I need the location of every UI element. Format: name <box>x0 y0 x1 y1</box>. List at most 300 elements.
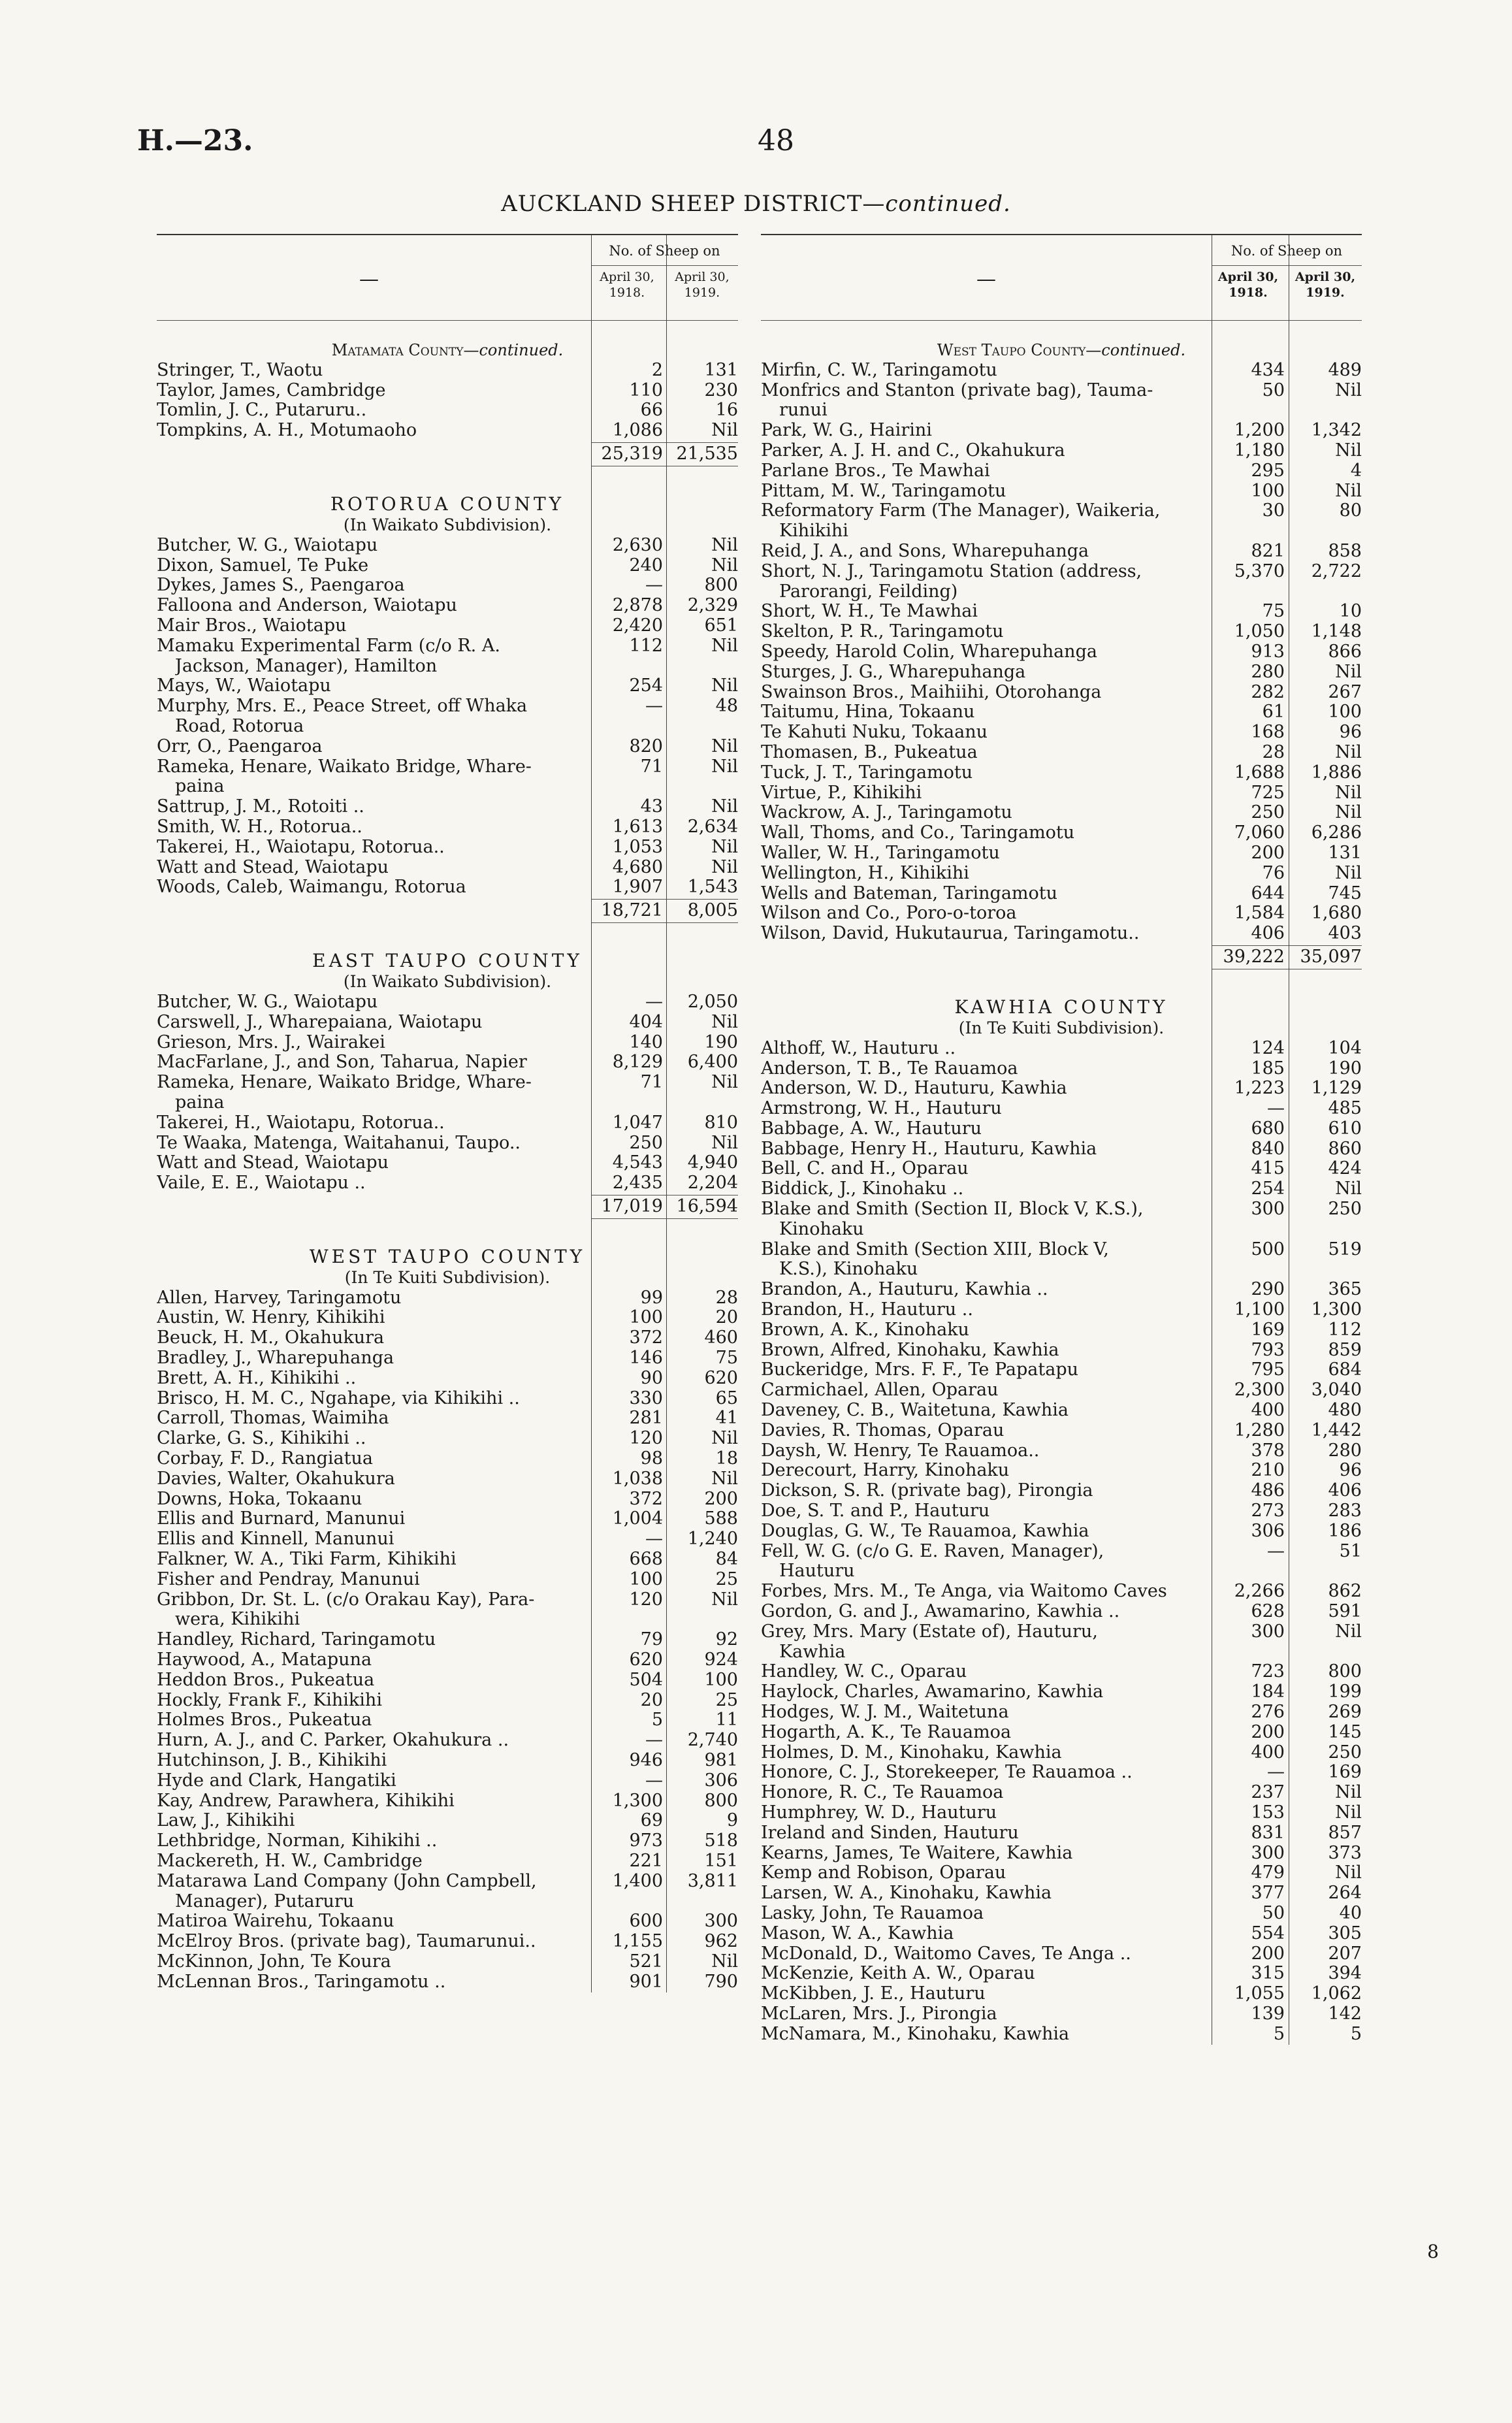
holder-name: Woods, Caleb, Waimangu, Rotorua <box>157 877 466 898</box>
table-row <box>157 1791 738 1812</box>
sheep-1918: 79 <box>640 1629 663 1650</box>
sheep-1919: 2,050 <box>687 991 738 1012</box>
table-row <box>761 1561 1362 1582</box>
table-row <box>157 1570 738 1590</box>
holder-name: Ellis and Burnard, Manunui <box>157 1509 406 1529</box>
holder-name: Skelton, P. R., Taringamotu <box>761 622 1004 642</box>
sheep-1919: 11 <box>715 1710 738 1731</box>
holder-name: Hyde and Clark, Hangatiki <box>157 1770 396 1791</box>
table-row <box>761 1099 1362 1119</box>
sheep-1919: Nil <box>711 1011 738 1032</box>
holder-name: Butcher, W. G., Waiotapu <box>157 992 378 1012</box>
sheep-1919: Nil <box>711 856 738 877</box>
holder-name: Althoff, W., Hauturu .. <box>761 1038 956 1058</box>
sheep-1918: — <box>1267 1540 1285 1561</box>
sheep-1919: 20 <box>715 1307 738 1328</box>
sheep-1918: 71 <box>640 1072 663 1093</box>
sheep-1919: 104 <box>1328 1037 1362 1058</box>
holder-name: Honore, C. J., Storekeeper, Te Rauamoa .. <box>761 1763 1133 1783</box>
table-row <box>157 992 738 1013</box>
sheep-1918: 43 <box>640 796 663 817</box>
holder-name: Wellington, H., Kihikihi <box>761 863 969 883</box>
table-row <box>157 1811 738 1831</box>
table-row <box>761 864 1362 884</box>
sheep-1918: 69 <box>640 1810 663 1831</box>
sheep-1918: 795 <box>1251 1359 1285 1380</box>
table-row <box>761 1844 1362 1864</box>
table-row <box>157 1013 738 1033</box>
sheep-1918: 821 <box>1251 540 1285 561</box>
sheep-1919: Nil <box>1335 480 1362 501</box>
sheep-1919: 92 <box>715 1629 738 1650</box>
table-row <box>761 501 1362 521</box>
holder-name: Mamaku Experimental Farm (c/o R. A. <box>157 636 500 656</box>
sheep-count-header: No. of Sheep on <box>1231 243 1343 259</box>
table-row <box>761 1220 1362 1240</box>
table-row <box>761 1360 1362 1380</box>
sheep-1918: 913 <box>1251 641 1285 662</box>
holder-name: Hockly, Frank F., Kihikihi <box>157 1690 382 1710</box>
holder-name: McLaren, Mrs. J., Pirongia <box>761 2004 997 2024</box>
holder-name: Parker, A. J. H. and C., Okahukura <box>761 440 1065 461</box>
column-rule <box>591 235 592 1992</box>
table-row <box>157 536 738 556</box>
sheep-1919: 858 <box>1328 540 1362 561</box>
table-row <box>157 1771 738 1791</box>
header-1919: April 30, 1919. <box>675 270 730 300</box>
sheep-1919: 403 <box>1328 923 1362 944</box>
table-row <box>761 1542 1362 1562</box>
table-row <box>157 1369 738 1389</box>
sheep-1919: 1,680 <box>1311 903 1362 924</box>
holder-name: Te Waaka, Matenga, Waitahanui, Taupo.. <box>157 1133 521 1153</box>
holder-name: Hauturu <box>779 1561 855 1582</box>
holder-name: McDonald, D., Waitomo Caves, Te Anga .. <box>761 1943 1131 1964</box>
holder-name: Babbage, Henry H., Hauturu, Kawhia <box>761 1139 1097 1159</box>
rotorua-heading: ROTORUA COUNTY <box>330 493 565 515</box>
sheep-1918: 240 <box>629 555 663 576</box>
table-row <box>761 1380 1362 1401</box>
holder-name: Dykes, James S., Paengaroa <box>157 576 405 596</box>
holder-name: Brett, A. H., Kihikihi .. <box>157 1368 357 1388</box>
holder-name: Daveney, C. B., Waitetuna, Kawhia <box>761 1401 1069 1421</box>
sheep-1919: 51 <box>1339 1540 1362 1561</box>
holder-name: Wilson and Co., Poro-o-toroa <box>761 903 1017 924</box>
sheep-1919: 207 <box>1328 1943 1362 1964</box>
sheep-1918: 400 <box>1251 1742 1285 1763</box>
sheep-1918: 7,060 <box>1234 822 1285 843</box>
sheep-1918: 644 <box>1251 883 1285 903</box>
table-row <box>157 1731 738 1751</box>
sheep-1918: 680 <box>1251 1118 1285 1139</box>
sheep-1918: 486 <box>1251 1480 1285 1501</box>
sheep-1918: 273 <box>1251 1501 1285 1521</box>
table-row <box>157 657 738 677</box>
table-row <box>157 797 738 817</box>
sheep-1919: 2,722 <box>1311 561 1362 581</box>
sheep-1918: 479 <box>1251 1862 1285 1883</box>
holder-name: McNamara, M., Kinohaku, Kawhia <box>761 2024 1070 2044</box>
sheep-1919: Nil <box>1335 782 1362 803</box>
sheep-1919: Nil <box>1335 1621 1362 1642</box>
sheep-1918: 146 <box>629 1348 663 1369</box>
header-1918: April 30, 1918. <box>1217 270 1279 300</box>
holder-name: Reformatory Farm (The Manager), Waikeria, <box>761 501 1161 521</box>
sheep-1919: Nil <box>711 836 738 857</box>
sheep-1919: 684 <box>1328 1359 1362 1380</box>
sheep-1919: Nil <box>1335 380 1362 400</box>
holder-name: Gordon, G. and J., Awamarino, Kawhia .. <box>761 1602 1120 1622</box>
sheep-1919: Nil <box>1335 1802 1362 1823</box>
sheep-1919: 924 <box>704 1650 738 1670</box>
column-rule <box>666 235 667 1992</box>
sheep-1919: 169 <box>1328 1762 1362 1783</box>
sheep-1918: 372 <box>629 1488 663 1509</box>
table-row <box>761 461 1362 481</box>
holder-name: Tuck, J. T., Taringamotu <box>761 762 973 783</box>
header-1918: April 30, 1918. <box>600 270 654 300</box>
table-row <box>157 1308 738 1328</box>
table-row <box>761 562 1362 582</box>
table-row <box>761 884 1362 904</box>
sheep-1919: 962 <box>704 1931 738 1952</box>
sheep-1918: 169 <box>1251 1319 1285 1340</box>
sheep-1919: 981 <box>704 1750 738 1771</box>
table-row <box>157 556 738 576</box>
sheep-1919: 190 <box>1328 1058 1362 1079</box>
sheep-1918: — <box>1267 1098 1285 1119</box>
table-row <box>157 1691 738 1711</box>
sheep-1919: 200 <box>704 1488 738 1509</box>
table-row <box>157 1133 738 1154</box>
sheep-1918: 250 <box>629 1132 663 1153</box>
table-row <box>157 696 738 717</box>
holder-name: Sturges, J. G., Wharepuhanga <box>761 662 1026 682</box>
sheep-1919: 1,300 <box>1311 1299 1362 1320</box>
table-row <box>761 683 1362 703</box>
holder-name: McKibben, J. E., Hauturu <box>761 1984 986 2004</box>
sheep-1919: 3,040 <box>1311 1380 1362 1401</box>
sheep-1918: 139 <box>1251 2003 1285 2024</box>
holder-name: Stringer, T., Waotu <box>157 360 323 380</box>
total-1919: 21,535 <box>676 443 738 464</box>
sheep-1919: 518 <box>704 1830 738 1851</box>
table-row <box>761 481 1362 502</box>
east-taupo-subheading: (In Waikato Subdivision). <box>343 972 552 992</box>
sheep-1918: 153 <box>1251 1802 1285 1823</box>
sheep-1918: 210 <box>1251 1460 1285 1481</box>
holder-name: Watt and Stead, Waiotapu <box>157 857 389 877</box>
holder-name: Butcher, W. G., Waiotapu <box>157 535 378 555</box>
right-table-header <box>761 235 1362 321</box>
sheep-1918: 1,907 <box>612 877 663 898</box>
holder-name: Kinohaku <box>779 1219 864 1239</box>
sheep-1918: 1,086 <box>612 420 663 441</box>
sheep-1918: 554 <box>1251 1923 1285 1943</box>
holder-name: Doe, S. T. and P., Hauturu <box>761 1501 990 1521</box>
table-row <box>761 1964 1362 1984</box>
table-row <box>157 1751 738 1771</box>
table-row <box>157 737 738 757</box>
sheep-1919: Nil <box>711 1951 738 1972</box>
table-row <box>157 381 738 401</box>
table-row <box>761 1501 1362 1521</box>
holder-name: Matarawa Land Company (John Campbell, <box>157 1871 537 1891</box>
table-row <box>761 421 1362 441</box>
sheep-1919: 588 <box>704 1508 738 1529</box>
sheep-1919: 1,543 <box>687 877 738 898</box>
table-row <box>157 757 738 777</box>
sheep-1918: 75 <box>1262 601 1285 622</box>
sheep-1919: 25 <box>715 1569 738 1589</box>
kawhia-heading: KAWHIA COUNTY <box>954 996 1168 1018</box>
table-row <box>761 602 1362 622</box>
sheep-1918: 300 <box>1251 1621 1285 1642</box>
sheep-1919: 1,129 <box>1311 1078 1362 1099</box>
holder-name: Ireland and Sinden, Hauturu <box>761 1823 1019 1843</box>
sheep-1919: Nil <box>1335 802 1362 823</box>
holder-name: Hodges, W. J. M., Waitetuna <box>761 1702 1009 1722</box>
table-row <box>157 1469 738 1489</box>
sheep-1919: 790 <box>704 1971 738 1992</box>
table-row <box>761 1059 1362 1079</box>
table-row <box>157 1408 738 1429</box>
sheep-1919: 519 <box>1328 1239 1362 1260</box>
holder-name: Grieson, Mrs. J., Wairakei <box>157 1032 385 1052</box>
table-row <box>761 1280 1362 1300</box>
column-header-dash: — <box>359 268 379 291</box>
table-row <box>761 843 1362 864</box>
sheep-1918: 1,584 <box>1234 903 1285 924</box>
sheep-1919: 4 <box>1350 460 1362 481</box>
west-taupo-rows <box>157 1288 738 1992</box>
holder-name: Takerei, H., Waiotapu, Rotorua.. <box>157 1113 445 1133</box>
sheep-count-header: No. of Sheep on <box>609 243 720 259</box>
sheep-1918: 120 <box>629 1589 663 1610</box>
holder-name: Law, J., Kihikihi <box>157 1811 295 1831</box>
holder-name: McElroy Bros. (private bag), Taumarunui.. <box>157 1932 536 1952</box>
holder-name: Wall, Thoms, and Co., Taringamotu <box>761 823 1075 843</box>
table-row <box>157 1153 738 1173</box>
sheep-1919: 80 <box>1339 500 1362 521</box>
holder-name: Downs, Hoka, Tokaanu <box>157 1489 362 1509</box>
holder-name: Ellis and Kinnell, Manunui <box>157 1529 394 1550</box>
table-row <box>157 1073 738 1093</box>
page-title-main: AUCKLAND SHEEP DISTRICT— <box>501 191 886 217</box>
holder-name: Davies, Walter, Okahukura <box>157 1469 395 1489</box>
sheep-1919: 16 <box>715 400 738 421</box>
table-row <box>157 877 738 898</box>
holder-name: Hogarth, A. K., Te Rauamoa <box>761 1722 1012 1742</box>
sheep-1919: Nil <box>711 736 738 756</box>
sheep-1918: 100 <box>1251 480 1285 501</box>
holder-name: Haywood, A., Matapuna <box>157 1650 372 1670</box>
east-taupo-rows <box>157 992 738 1194</box>
sheep-1919: 151 <box>704 1851 738 1871</box>
holder-name: Parorangi, Feilding) <box>779 581 958 602</box>
rotorua-subheading: (In Waikato Subdivision). <box>343 515 552 534</box>
sheep-1919: 28 <box>715 1287 738 1308</box>
sheep-1919: 857 <box>1328 1822 1362 1843</box>
sheep-1919: 1,342 <box>1311 420 1362 441</box>
table-row <box>157 1509 738 1529</box>
table-row <box>761 1461 1362 1481</box>
sheep-1919: 264 <box>1328 1883 1362 1904</box>
sheep-1919: 280 <box>1328 1440 1362 1461</box>
sheep-1918: 2,266 <box>1234 1581 1285 1602</box>
table-row <box>761 803 1362 823</box>
table-row <box>761 1743 1362 1763</box>
sheep-1918: 372 <box>629 1327 663 1348</box>
holder-name: Road, Rotorua <box>175 716 304 736</box>
sheep-1919: 745 <box>1328 883 1362 903</box>
table-row <box>761 823 1362 843</box>
holder-name: Douglas, G. W., Te Rauamoa, Kawhia <box>761 1521 1089 1541</box>
sheep-1918: 168 <box>1251 722 1285 743</box>
sheep-1918: 315 <box>1251 1963 1285 1984</box>
sheep-1918: 2,435 <box>612 1173 663 1194</box>
sheep-1919: 9 <box>726 1810 738 1831</box>
holder-name: Derecourt, Harry, Kinohaku <box>761 1461 1010 1481</box>
holder-name: Monfrics and Stanton (private bag), Tauma- <box>761 380 1153 400</box>
holder-name: Reid, J. A., and Sons, Wharepuhanga <box>761 541 1089 561</box>
holder-name: McKenzie, Keith A. W., Oparau <box>761 1964 1035 1984</box>
holder-name: Hurn, A. J., and C. Parker, Okahukura .. <box>157 1731 509 1751</box>
table-row <box>157 1550 738 1570</box>
holder-name: Short, N. J., Taringamotu Station (address, <box>761 561 1142 581</box>
table-row <box>157 1052 738 1073</box>
total-1919: 35,097 <box>1300 946 1362 967</box>
holder-name: Brisco, H. M. C., Ngahape, via Kihikihi .. <box>157 1388 520 1408</box>
sheep-1918: 1,613 <box>612 816 663 837</box>
sheep-1919: 250 <box>1328 1199 1362 1220</box>
sheep-1918: 2 <box>651 359 663 380</box>
sheep-1919: Nil <box>711 1072 738 1093</box>
table-row <box>157 1831 738 1851</box>
sheep-1918: 1,688 <box>1234 762 1285 783</box>
table-row <box>761 1984 1362 2004</box>
holder-name: paina <box>175 777 225 797</box>
table-row <box>157 1328 738 1348</box>
total-1919: 16,594 <box>676 1195 738 1216</box>
sheep-1918: 120 <box>629 1428 663 1449</box>
holder-name: Mair Bros., Waiotapu <box>157 615 347 636</box>
table-row <box>761 1642 1362 1663</box>
column-header-dash: — <box>976 268 996 291</box>
sheep-1918: — <box>645 1770 663 1791</box>
holder-name: Pittam, M. W., Taringamotu <box>761 481 1006 501</box>
table-row <box>157 777 738 797</box>
table-row <box>761 1159 1362 1179</box>
sheep-1919: 859 <box>1328 1339 1362 1360</box>
holder-name: Fisher and Pendray, Manunui <box>157 1569 420 1589</box>
holder-name: Wells and Bateman, Taringamotu <box>761 883 1058 903</box>
table-row <box>157 1449 738 1469</box>
holder-name: runui <box>779 400 828 421</box>
table-row <box>761 1179 1362 1199</box>
sheep-1918: 521 <box>629 1951 663 1972</box>
holder-name: Lasky, John, Te Rauamoa <box>761 1903 984 1923</box>
sheep-1918: 282 <box>1251 681 1285 702</box>
sheep-1919: Nil <box>711 555 738 576</box>
sheep-1918: 250 <box>1251 802 1285 823</box>
table-row <box>157 1670 738 1691</box>
holder-name: Haylock, Charles, Awamarino, Kawhia <box>761 1682 1104 1702</box>
holder-name: Kay, Andrew, Parawhera, Kihikihi <box>157 1791 455 1811</box>
sheep-1919: 145 <box>1328 1721 1362 1742</box>
sheep-1919: 2,204 <box>687 1173 738 1194</box>
sheep-1919: 267 <box>1328 681 1362 702</box>
sheep-1918: 831 <box>1251 1822 1285 1843</box>
table-row <box>761 1441 1362 1461</box>
sheep-1918: 185 <box>1251 1058 1285 1079</box>
holder-name: Parlane Bros., Te Mawhai <box>761 461 990 481</box>
holder-name: Falkner, W. A., Tiki Farm, Kihikihi <box>157 1550 457 1570</box>
table-row <box>761 441 1362 461</box>
sheep-1918: 1,053 <box>612 836 663 857</box>
holder-name: Lethbridge, Norman, Kihikihi .. <box>157 1831 438 1851</box>
holder-name: Jackson, Manager), Hamilton <box>175 656 438 676</box>
sheep-1919: 305 <box>1328 1923 1362 1943</box>
sheep-1918: 973 <box>629 1830 663 1851</box>
holder-name: Matiroa Wairehu, Tokaanu <box>157 1911 394 1932</box>
sheep-1918: 4,543 <box>612 1152 663 1173</box>
sheep-1918: 300 <box>1251 1842 1285 1863</box>
sheep-1919: 300 <box>704 1911 738 1932</box>
table-row <box>157 1529 738 1550</box>
east-taupo-total <box>157 1194 738 1220</box>
sheep-1918: 290 <box>1251 1279 1285 1300</box>
sheep-1918: 1,180 <box>1234 440 1285 461</box>
sheep-1918: 2,630 <box>612 534 663 555</box>
sheep-1918: 184 <box>1251 1682 1285 1702</box>
sheep-1919: 373 <box>1328 1842 1362 1863</box>
sheep-1919: 190 <box>704 1032 738 1052</box>
holder-name: Kearns, James, Te Waitere, Kawhia <box>761 1843 1073 1863</box>
table-row <box>761 1521 1362 1542</box>
table-row <box>761 1139 1362 1160</box>
table-row <box>761 1300 1362 1320</box>
table-row <box>761 702 1362 723</box>
header-rule <box>591 265 738 266</box>
sheep-1918: 725 <box>1251 782 1285 803</box>
table-row <box>761 2025 1362 2045</box>
sheep-1919: 610 <box>1328 1118 1362 1139</box>
table-row <box>761 1723 1362 1743</box>
sheep-1918: 20 <box>640 1689 663 1710</box>
holder-name: Carroll, Thomas, Waimiha <box>157 1408 389 1429</box>
sheep-1919: 18 <box>715 1448 738 1469</box>
sheep-1918: 600 <box>629 1911 663 1932</box>
sheep-1919: 186 <box>1328 1520 1362 1541</box>
holder-name: Fell, W. G. (c/o G. E. Raven, Manager), <box>761 1541 1104 1561</box>
sheep-1918: 76 <box>1262 862 1285 883</box>
left-table-header <box>157 235 738 321</box>
holder-name: Kihikihi <box>779 521 848 542</box>
sheep-1919: 100 <box>704 1669 738 1690</box>
sheep-1919: Nil <box>711 1428 738 1449</box>
sheep-1918: 71 <box>640 756 663 777</box>
sheep-1918: 280 <box>1251 661 1285 682</box>
sheep-1919: 65 <box>715 1388 738 1408</box>
sheep-1918: 1,100 <box>1234 1299 1285 1320</box>
holder-name: Holmes Bros., Pukeatua <box>157 1710 372 1731</box>
table-row <box>761 1924 1362 1944</box>
matamata-rows <box>157 361 738 441</box>
table-row <box>157 1932 738 1952</box>
sheep-1919: Nil <box>1335 661 1362 682</box>
sheep-1918: 1,155 <box>612 1931 663 1952</box>
